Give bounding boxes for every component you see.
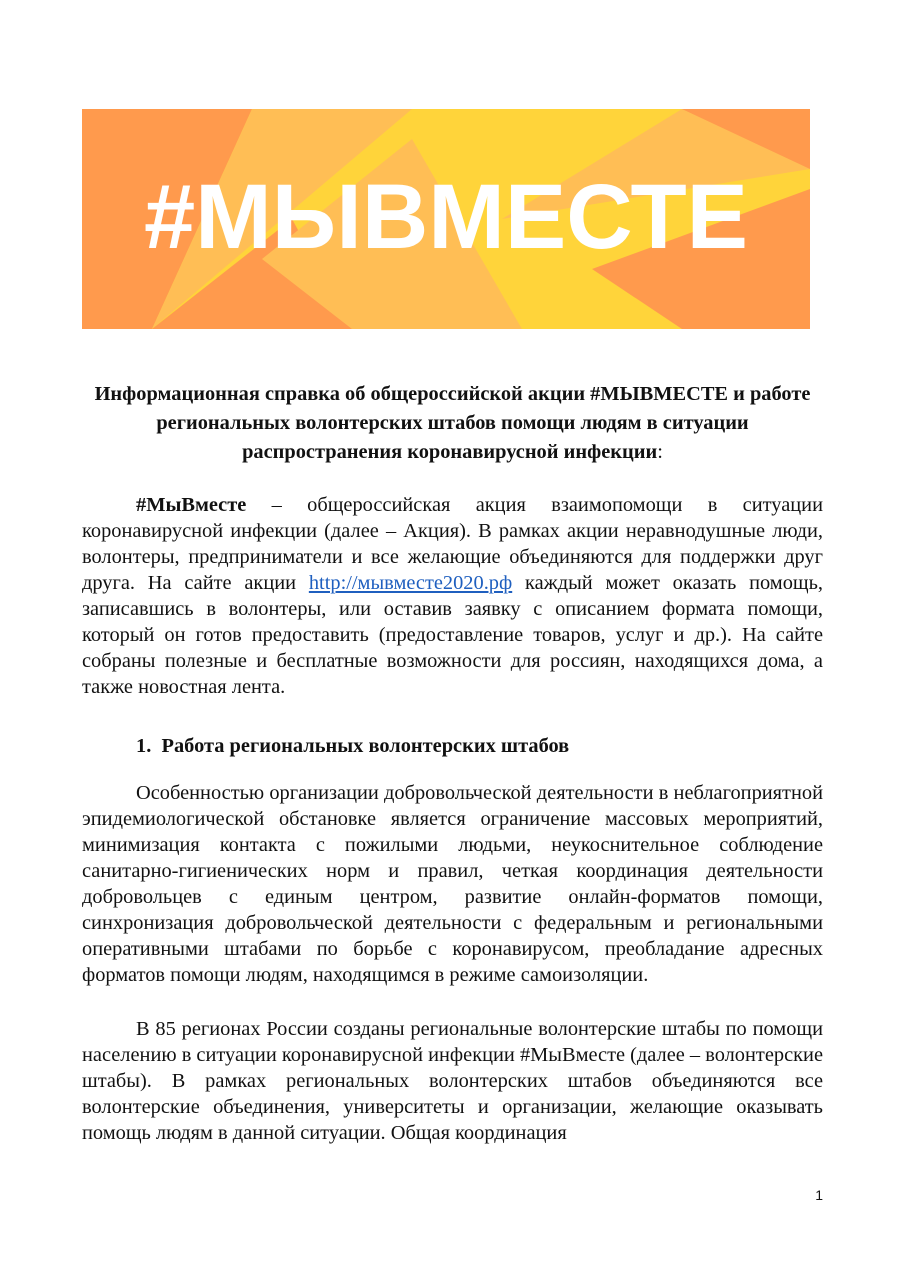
section-paragraph-2: В 85 регионах России созданы региональные волонтерские штабы по помощи населению в ситуации коронавирусной инфекции #МыВместе (далее – волонтерские штабы). В рамках региональных волонтерских штабов объединяются все волонтерские объединения, университеты и организации, желающие оказывать помощь людям в данной ситуации. Общая координация — [82, 1018, 823, 1144]
mymeste-banner — [82, 109, 810, 329]
section-heading-text: Работа региональных волонтерских штабов — [161, 735, 570, 757]
section-paragraph-1: Особенностью организации добровольческой деятельности в неблагоприятной эпидемиологической обстановке является ограничение массовых мероприятий, минимизация контакта с пожилыми людьми, неукоснительное соблюдение санитарно-гигиенических норм и правил, четкая координация деятельности добровольцев с единым центром, развитие онлайн-форматов помощи, синхронизация добровольческой деятельности с федеральным и региональными оперативными штабами по борьбе с коронавирусом, преобладание адресных форматов помощи людям, находящимся в режиме самоизоляции. — [82, 782, 823, 986]
document-title-colon: : — [657, 441, 663, 463]
section-number: 1. — [136, 735, 152, 757]
document-title — [82, 380, 823, 467]
intro-paragraph — [82, 492, 823, 700]
intro-text-after-link: каждый может оказать помощь, записавшись в волонтеры, или оставив заявку с описанием формата помощи, который он готов предоставить (предоставление товаров, услуг и др.). На сайте собраны полезные и бесплатные возможности для россиян, находящихся дома, а также новостная лента. — [82, 572, 823, 698]
banner-title: #МЫВМЕСТЕ — [143, 165, 749, 268]
document-title-text: Информационная справка об общероссийской акции #МЫВМЕСТЕ и работе региональных волонтерских штабов помощи людям в ситуации распространения коронавирусной инфекции — [94, 383, 811, 463]
intro-lead: #МыВместе — [136, 494, 247, 516]
section-heading — [136, 733, 569, 759]
website-link[interactable]: http://мывместе2020.рф — [308, 572, 513, 594]
page-number: 1 — [815, 1187, 823, 1203]
intro-text-before-link: – общероссийская акция взаимопомощи в ситуации коронавирусной инфекции (далее – Акция). В рамках акции неравнодушные люди, волонтеры, предприниматели и все желающие объединяются для поддержки друг друга. На сайте акции — [82, 494, 823, 594]
